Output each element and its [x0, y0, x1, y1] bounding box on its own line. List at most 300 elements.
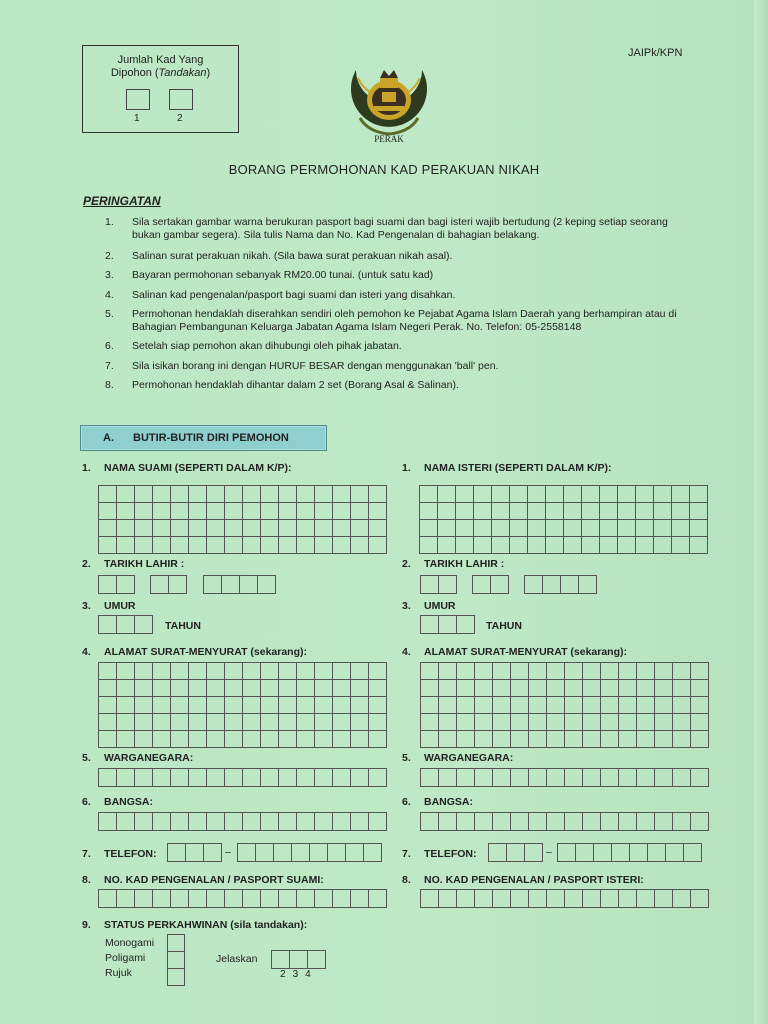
char-box[interactable] [369, 697, 387, 714]
char-box[interactable] [243, 890, 261, 908]
char-box[interactable] [243, 680, 261, 697]
char-box[interactable] [225, 813, 243, 831]
char-box[interactable] [153, 769, 171, 787]
char-box[interactable] [654, 537, 672, 554]
char-box[interactable] [351, 731, 369, 748]
char-box[interactable] [691, 663, 709, 680]
char-box[interactable] [474, 520, 492, 537]
char-box[interactable] [168, 952, 185, 969]
char-box[interactable] [546, 537, 564, 554]
char-box[interactable] [333, 769, 351, 787]
char-box[interactable] [222, 576, 240, 594]
char-box[interactable] [333, 813, 351, 831]
char-box[interactable] [583, 714, 601, 731]
char-box[interactable] [672, 537, 690, 554]
char-box[interactable] [135, 769, 153, 787]
char-box[interactable] [511, 697, 529, 714]
char-box[interactable] [261, 890, 279, 908]
char-box[interactable] [225, 520, 243, 537]
char-box[interactable] [225, 697, 243, 714]
char-box[interactable] [297, 890, 315, 908]
char-box[interactable] [510, 503, 528, 520]
char-box[interactable] [117, 890, 135, 908]
char-box[interactable] [351, 680, 369, 697]
char-box[interactable] [511, 813, 529, 831]
char-box[interactable] [99, 731, 117, 748]
char-box[interactable] [243, 731, 261, 748]
char-box[interactable] [333, 520, 351, 537]
char-box[interactable] [439, 680, 457, 697]
char-box[interactable] [655, 890, 673, 908]
char-box[interactable] [510, 520, 528, 537]
char-box[interactable] [171, 769, 189, 787]
char-box[interactable] [673, 663, 691, 680]
char-box[interactable] [369, 890, 387, 908]
char-box[interactable] [315, 680, 333, 697]
char-box[interactable] [691, 813, 709, 831]
char-box[interactable] [655, 714, 673, 731]
char-box[interactable] [369, 537, 387, 554]
char-box[interactable] [151, 576, 169, 594]
char-box[interactable] [333, 486, 351, 503]
char-box[interactable] [691, 714, 709, 731]
char-box[interactable] [333, 697, 351, 714]
wife-ic-input[interactable] [420, 889, 709, 908]
char-box[interactable] [637, 813, 655, 831]
char-box[interactable] [558, 844, 576, 862]
char-box[interactable] [171, 663, 189, 680]
char-box[interactable] [99, 537, 117, 554]
char-box[interactable] [171, 890, 189, 908]
char-box[interactable] [421, 663, 439, 680]
char-box[interactable] [528, 520, 546, 537]
char-box[interactable] [594, 844, 612, 862]
char-box[interactable] [420, 503, 438, 520]
char-box[interactable] [547, 731, 565, 748]
char-box[interactable] [153, 537, 171, 554]
char-box[interactable] [189, 890, 207, 908]
char-box[interactable] [654, 520, 672, 537]
char-box[interactable] [561, 576, 579, 594]
husband-race-input[interactable] [98, 812, 387, 831]
char-box[interactable] [547, 769, 565, 787]
char-box[interactable] [207, 697, 225, 714]
char-box[interactable] [99, 576, 117, 594]
char-box[interactable] [351, 890, 369, 908]
char-box[interactable] [153, 663, 171, 680]
char-box[interactable] [243, 537, 261, 554]
char-box[interactable] [171, 503, 189, 520]
char-box[interactable] [672, 486, 690, 503]
char-box[interactable] [601, 731, 619, 748]
char-box[interactable] [564, 503, 582, 520]
char-box[interactable] [475, 731, 493, 748]
char-box[interactable] [457, 663, 475, 680]
char-box[interactable] [457, 731, 475, 748]
char-box[interactable] [439, 890, 457, 908]
char-box[interactable] [655, 680, 673, 697]
char-box[interactable] [672, 520, 690, 537]
char-box[interactable] [315, 486, 333, 503]
char-box[interactable] [261, 537, 279, 554]
char-box[interactable] [474, 486, 492, 503]
char-box[interactable] [272, 951, 290, 969]
char-box[interactable] [438, 520, 456, 537]
char-box[interactable] [333, 890, 351, 908]
char-box[interactable] [492, 486, 510, 503]
char-box[interactable] [99, 890, 117, 908]
char-box[interactable] [243, 503, 261, 520]
char-box[interactable] [225, 890, 243, 908]
char-box[interactable] [168, 935, 185, 952]
char-box[interactable] [565, 697, 583, 714]
char-box[interactable] [279, 663, 297, 680]
char-box[interactable] [529, 697, 547, 714]
char-box[interactable] [493, 813, 511, 831]
char-box[interactable] [564, 486, 582, 503]
char-box[interactable] [547, 714, 565, 731]
char-box[interactable] [189, 714, 207, 731]
char-box[interactable] [279, 520, 297, 537]
char-box[interactable] [619, 680, 637, 697]
char-box[interactable] [583, 697, 601, 714]
char-box[interactable] [690, 520, 708, 537]
char-box[interactable] [279, 503, 297, 520]
char-box[interactable] [421, 890, 439, 908]
char-box[interactable] [117, 503, 135, 520]
char-box[interactable] [292, 844, 310, 862]
char-box[interactable] [369, 813, 387, 831]
char-box[interactable] [168, 969, 185, 986]
char-box[interactable] [583, 769, 601, 787]
char-box[interactable] [261, 680, 279, 697]
char-box[interactable] [672, 503, 690, 520]
char-box[interactable] [439, 576, 457, 594]
char-box[interactable] [636, 537, 654, 554]
char-box[interactable] [135, 503, 153, 520]
char-box[interactable] [243, 813, 261, 831]
char-box[interactable] [618, 537, 636, 554]
char-box[interactable] [297, 486, 315, 503]
char-box[interactable] [673, 697, 691, 714]
char-box[interactable] [274, 844, 292, 862]
husband-address-grid[interactable] [98, 662, 387, 748]
char-box[interactable] [673, 813, 691, 831]
char-box[interactable] [261, 731, 279, 748]
char-box[interactable] [225, 680, 243, 697]
char-box[interactable] [279, 813, 297, 831]
char-box[interactable] [439, 714, 457, 731]
char-box[interactable] [135, 714, 153, 731]
char-box[interactable] [297, 537, 315, 554]
char-box[interactable] [258, 576, 276, 594]
char-box[interactable] [189, 697, 207, 714]
char-box[interactable] [153, 486, 171, 503]
char-box[interactable] [189, 769, 207, 787]
char-box[interactable] [600, 503, 618, 520]
char-box[interactable] [261, 503, 279, 520]
char-box[interactable] [421, 616, 439, 634]
char-box[interactable] [135, 697, 153, 714]
char-box[interactable] [456, 520, 474, 537]
char-box[interactable] [225, 769, 243, 787]
char-box[interactable] [582, 503, 600, 520]
char-box[interactable] [525, 844, 543, 862]
char-box[interactable] [117, 486, 135, 503]
char-box[interactable] [297, 503, 315, 520]
char-box[interactable] [168, 844, 186, 862]
char-box[interactable] [618, 520, 636, 537]
char-box[interactable] [457, 769, 475, 787]
char-box[interactable] [619, 663, 637, 680]
char-box[interactable] [279, 769, 297, 787]
char-box[interactable] [510, 486, 528, 503]
char-box[interactable] [421, 769, 439, 787]
char-box[interactable] [279, 714, 297, 731]
char-box[interactable] [153, 731, 171, 748]
char-box[interactable] [583, 731, 601, 748]
char-box[interactable] [547, 890, 565, 908]
char-box[interactable] [565, 663, 583, 680]
char-box[interactable] [510, 537, 528, 554]
char-box[interactable] [601, 714, 619, 731]
char-box[interactable] [117, 714, 135, 731]
char-box[interactable] [576, 844, 594, 862]
char-box[interactable] [99, 813, 117, 831]
char-box[interactable] [493, 714, 511, 731]
char-box[interactable] [528, 537, 546, 554]
char-box[interactable] [655, 813, 673, 831]
char-box[interactable] [297, 769, 315, 787]
char-box[interactable] [117, 537, 135, 554]
char-box[interactable] [207, 731, 225, 748]
char-box[interactable] [135, 486, 153, 503]
char-box[interactable] [135, 731, 153, 748]
char-box[interactable] [207, 537, 225, 554]
char-box[interactable] [457, 714, 475, 731]
char-box[interactable] [315, 769, 333, 787]
wife-name-grid[interactable] [419, 485, 708, 554]
char-box[interactable] [297, 714, 315, 731]
char-box[interactable] [333, 714, 351, 731]
char-box[interactable] [186, 844, 204, 862]
char-box[interactable] [243, 520, 261, 537]
char-box[interactable] [189, 813, 207, 831]
char-box[interactable] [99, 520, 117, 537]
char-box[interactable] [117, 616, 135, 634]
char-box[interactable] [310, 844, 328, 862]
char-box[interactable] [565, 890, 583, 908]
char-box[interactable] [684, 844, 702, 862]
char-box[interactable] [315, 537, 333, 554]
char-box[interactable] [474, 503, 492, 520]
husband-phone-number[interactable] [237, 843, 382, 862]
char-box[interactable] [421, 731, 439, 748]
char-box[interactable] [582, 537, 600, 554]
char-box[interactable] [297, 520, 315, 537]
husband-dob-day[interactable] [98, 575, 135, 594]
char-box[interactable] [421, 714, 439, 731]
char-box[interactable] [135, 537, 153, 554]
husband-dob-month[interactable] [150, 575, 187, 594]
char-box[interactable] [333, 537, 351, 554]
char-box[interactable] [637, 769, 655, 787]
char-box[interactable] [438, 503, 456, 520]
char-box[interactable] [456, 503, 474, 520]
char-box[interactable] [619, 714, 637, 731]
char-box[interactable] [529, 714, 547, 731]
char-box[interactable] [153, 890, 171, 908]
char-box[interactable] [279, 486, 297, 503]
char-box[interactable] [225, 731, 243, 748]
char-box[interactable] [351, 663, 369, 680]
char-box[interactable] [117, 731, 135, 748]
char-box[interactable] [493, 697, 511, 714]
char-box[interactable] [207, 890, 225, 908]
char-box[interactable] [261, 486, 279, 503]
char-box[interactable] [547, 663, 565, 680]
husband-ic-input[interactable] [98, 889, 387, 908]
char-box[interactable] [261, 663, 279, 680]
char-box[interactable] [673, 731, 691, 748]
char-box[interactable] [691, 769, 709, 787]
char-box[interactable] [475, 714, 493, 731]
char-box[interactable] [473, 576, 491, 594]
char-box[interactable] [261, 697, 279, 714]
char-box[interactable] [189, 537, 207, 554]
char-box[interactable] [529, 663, 547, 680]
char-box[interactable] [135, 616, 153, 634]
char-box[interactable] [619, 890, 637, 908]
char-box[interactable] [243, 486, 261, 503]
char-box[interactable] [511, 890, 529, 908]
wife-race-input[interactable] [420, 812, 709, 831]
char-box[interactable] [439, 731, 457, 748]
char-box[interactable] [333, 731, 351, 748]
char-box[interactable] [225, 714, 243, 731]
wife-dob-year[interactable] [524, 575, 597, 594]
char-box[interactable] [456, 486, 474, 503]
char-box[interactable] [351, 520, 369, 537]
char-box[interactable] [529, 680, 547, 697]
char-box[interactable] [204, 576, 222, 594]
char-box[interactable] [308, 951, 326, 969]
char-box[interactable] [583, 890, 601, 908]
char-box[interactable] [346, 844, 364, 862]
char-box[interactable] [547, 680, 565, 697]
char-box[interactable] [279, 537, 297, 554]
char-box[interactable] [565, 813, 583, 831]
char-box[interactable] [207, 714, 225, 731]
char-box[interactable] [171, 680, 189, 697]
char-box[interactable] [565, 731, 583, 748]
char-box[interactable] [117, 520, 135, 537]
char-box[interactable] [171, 486, 189, 503]
char-box[interactable] [457, 813, 475, 831]
char-box[interactable] [583, 663, 601, 680]
char-box[interactable] [492, 503, 510, 520]
char-box[interactable] [421, 697, 439, 714]
char-box[interactable] [290, 951, 308, 969]
char-box[interactable] [528, 486, 546, 503]
char-box[interactable] [297, 731, 315, 748]
char-box[interactable] [637, 714, 655, 731]
char-box[interactable] [525, 576, 543, 594]
char-box[interactable] [207, 813, 225, 831]
char-box[interactable] [189, 520, 207, 537]
char-box[interactable] [153, 813, 171, 831]
char-box[interactable] [189, 731, 207, 748]
char-box[interactable] [492, 537, 510, 554]
card-option-2-checkbox[interactable] [169, 89, 193, 110]
char-box[interactable] [654, 486, 672, 503]
char-box[interactable] [630, 844, 648, 862]
char-box[interactable] [438, 537, 456, 554]
char-box[interactable] [315, 890, 333, 908]
char-box[interactable] [612, 844, 630, 862]
char-box[interactable] [171, 813, 189, 831]
char-box[interactable] [117, 697, 135, 714]
char-box[interactable] [636, 503, 654, 520]
char-box[interactable] [655, 663, 673, 680]
char-box[interactable] [171, 520, 189, 537]
char-box[interactable] [240, 576, 258, 594]
char-box[interactable] [333, 503, 351, 520]
char-box[interactable] [565, 714, 583, 731]
char-box[interactable] [690, 503, 708, 520]
char-box[interactable] [261, 769, 279, 787]
char-box[interactable] [493, 731, 511, 748]
char-box[interactable] [207, 680, 225, 697]
char-box[interactable] [207, 663, 225, 680]
char-box[interactable] [153, 697, 171, 714]
char-box[interactable] [546, 486, 564, 503]
char-box[interactable] [421, 576, 439, 594]
char-box[interactable] [493, 680, 511, 697]
char-box[interactable] [351, 813, 369, 831]
char-box[interactable] [619, 697, 637, 714]
char-box[interactable] [475, 697, 493, 714]
char-box[interactable] [546, 503, 564, 520]
char-box[interactable] [511, 714, 529, 731]
char-box[interactable] [565, 680, 583, 697]
char-box[interactable] [475, 680, 493, 697]
char-box[interactable] [171, 537, 189, 554]
char-box[interactable] [369, 680, 387, 697]
status-checkbox-column[interactable] [167, 934, 185, 986]
char-box[interactable] [636, 520, 654, 537]
char-box[interactable] [690, 537, 708, 554]
char-box[interactable] [511, 731, 529, 748]
char-box[interactable] [601, 697, 619, 714]
char-box[interactable] [351, 697, 369, 714]
char-box[interactable] [456, 537, 474, 554]
husband-dob-year[interactable] [203, 575, 276, 594]
husband-nationality-input[interactable] [98, 768, 387, 787]
char-box[interactable] [543, 576, 561, 594]
char-box[interactable] [279, 890, 297, 908]
char-box[interactable] [619, 731, 637, 748]
char-box[interactable] [225, 486, 243, 503]
char-box[interactable] [351, 503, 369, 520]
char-box[interactable] [261, 813, 279, 831]
char-box[interactable] [420, 537, 438, 554]
char-box[interactable] [529, 769, 547, 787]
char-box[interactable] [261, 714, 279, 731]
char-box[interactable] [511, 663, 529, 680]
char-box[interactable] [189, 503, 207, 520]
wife-phone-prefix[interactable] [488, 843, 543, 862]
